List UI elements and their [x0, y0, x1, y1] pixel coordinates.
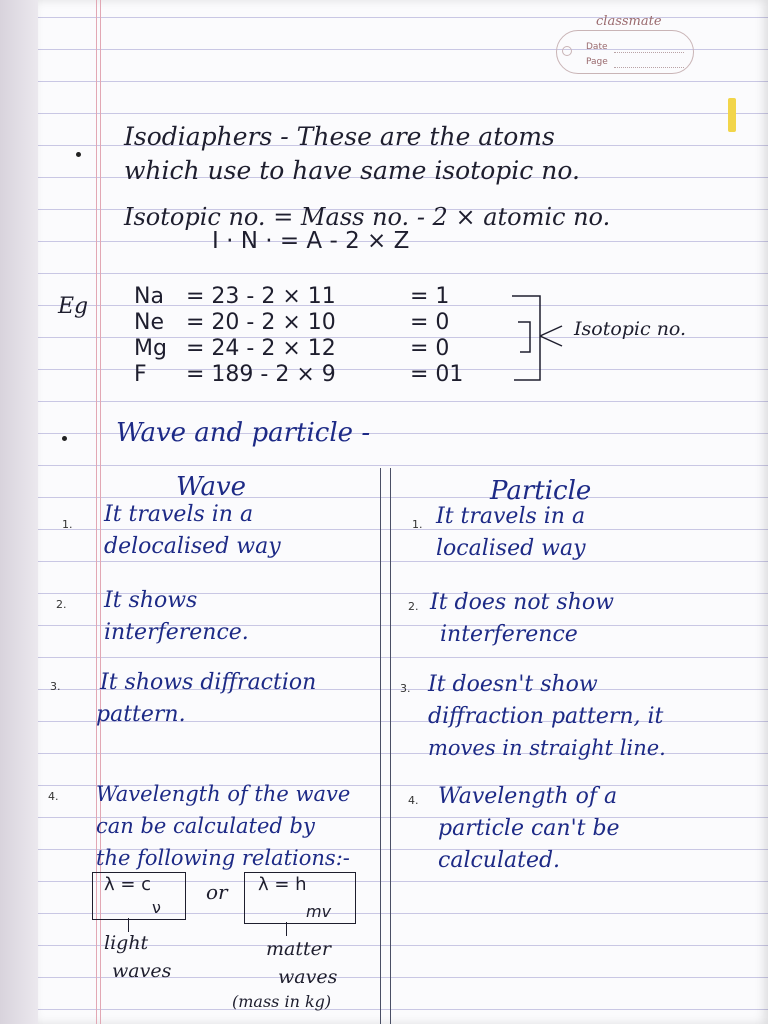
example-expression: = 189 - 2 × 9	[186, 362, 336, 387]
particle-item-number: 3.	[400, 682, 411, 695]
wave-item-number: 3.	[50, 680, 61, 693]
matter-waves-label: waves	[278, 966, 338, 988]
isotopic-no-label: Isotopic no.	[574, 318, 687, 340]
matter-label: matter	[266, 938, 331, 960]
example-expression: = 20 - 2 × 10	[186, 310, 336, 335]
bracket-arrow-icon	[500, 290, 580, 390]
logo-circle-icon	[562, 46, 572, 56]
particle-item-text: interference	[440, 622, 578, 647]
particle-item-text: Wavelength of a	[438, 784, 618, 809]
example-element: Mg	[134, 336, 167, 361]
wave-item-text: Wavelength of the wave	[96, 782, 351, 806]
particle-item-number: 1.	[412, 518, 423, 531]
notebook-spine	[0, 0, 38, 1024]
example-element: F	[134, 362, 147, 387]
example-expression: = 24 - 2 × 12	[186, 336, 336, 361]
wave-item-text: interference.	[104, 620, 249, 645]
section-heading: Wave and particle -	[116, 418, 371, 448]
page-label: Page	[586, 57, 608, 67]
particle-item-text: It travels in a	[436, 504, 586, 529]
particle-item-number: 2.	[408, 600, 419, 613]
mass-note: (mass in kg)	[232, 992, 332, 1011]
page-line	[614, 67, 684, 68]
wave-item-text: can be calculated by	[96, 814, 315, 838]
formula-line-2: I · N · = A - 2 × Z	[212, 228, 410, 254]
isodiaphers-line-1: Isodiaphers - These are the atoms	[124, 122, 555, 151]
date-line	[614, 52, 684, 53]
particle-item-text: localised way	[436, 536, 586, 561]
light-label: light	[104, 932, 149, 954]
bullet-isodiaphers	[76, 152, 81, 157]
wave-item-number: 1.	[62, 518, 73, 531]
wave-item-text: the following relations:-	[96, 846, 350, 870]
wave-item-text: It travels in a	[104, 502, 254, 527]
classmate-logo	[556, 14, 696, 74]
example-result: = 1	[410, 284, 450, 309]
light-relation-top: λ = c	[104, 874, 152, 895]
isodiaphers-line-2: which use to have same isotopic no.	[124, 156, 580, 185]
margin-line	[96, 0, 97, 1024]
matter-relation-bottom: mv	[306, 902, 332, 921]
example-result: = 0	[410, 336, 450, 361]
example-element: Na	[134, 284, 164, 309]
light-relation-bottom: ν	[152, 898, 161, 917]
wave-item-text: delocalised way	[104, 534, 281, 559]
particle-item-text: calculated.	[438, 848, 561, 873]
particle-item-number: 4.	[408, 794, 419, 807]
example-result: = 01	[410, 362, 464, 387]
wave-item-text: It shows	[104, 588, 198, 613]
particle-item-text: It doesn't show	[428, 672, 598, 697]
light-waves-label: waves	[112, 960, 172, 982]
margin-line-second	[100, 0, 101, 1024]
particle-item-text: particle can't be	[438, 816, 620, 841]
particle-item-text: diffraction pattern, it	[428, 704, 664, 729]
formula-line-1: Isotopic no. = Mass no. - 2 × atomic no.	[124, 203, 611, 231]
particle-item-text: moves in straight line.	[428, 736, 666, 760]
logo-brand: classmate	[596, 14, 662, 29]
wave-title: Wave	[176, 472, 247, 502]
example-element: Ne	[134, 310, 164, 335]
date-label: Date	[586, 42, 608, 52]
wave-item-text: pattern.	[96, 702, 186, 727]
arrow-icon	[286, 922, 287, 936]
example-result: = 0	[410, 310, 450, 335]
wave-item-number: 4.	[48, 790, 59, 803]
column-divider	[380, 468, 381, 1024]
bullet-wave-particle	[62, 436, 67, 441]
wave-item-text: It shows diffraction	[100, 670, 317, 695]
column-divider-second	[390, 468, 391, 1024]
or-text: or	[206, 880, 228, 904]
example-label: Eg	[58, 294, 89, 319]
example-expression: = 23 - 2 × 11	[186, 284, 336, 309]
arrow-icon	[128, 918, 129, 932]
particle-title: Particle	[490, 476, 592, 506]
wave-item-number: 2.	[56, 598, 67, 611]
matter-relation-top: λ = h	[258, 874, 307, 895]
particle-item-text: It does not show	[430, 590, 614, 615]
yellow-tab	[728, 98, 736, 132]
